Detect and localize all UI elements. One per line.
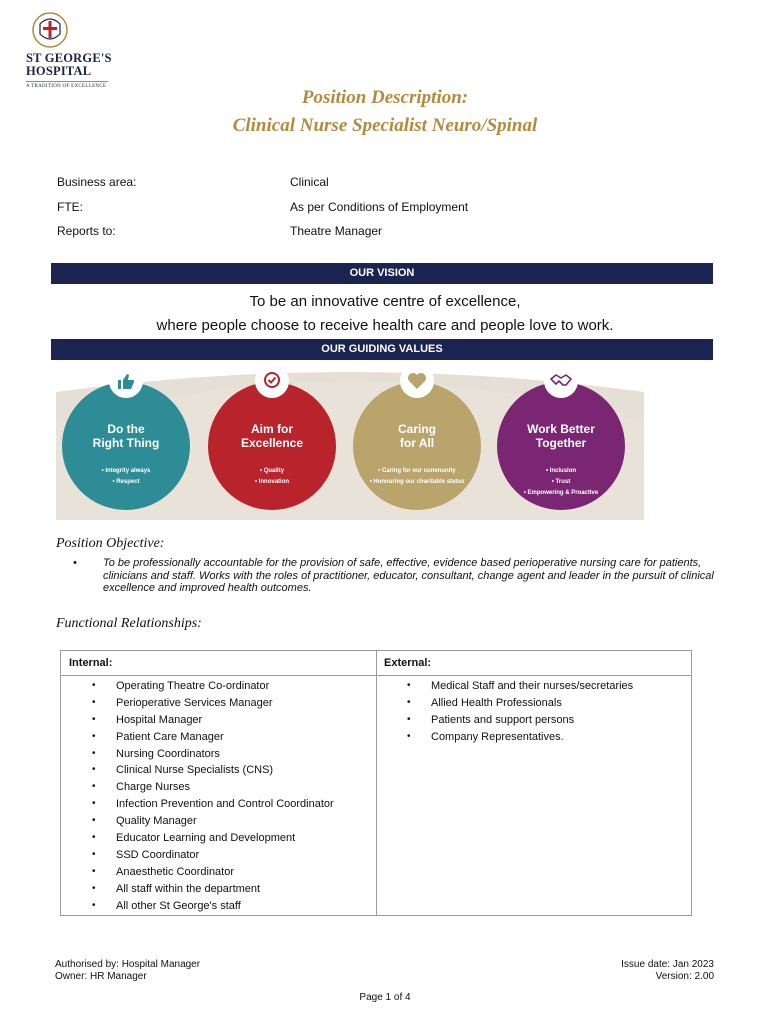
award-badge-icon: [260, 369, 284, 393]
detail-row-fte: [57, 200, 469, 214]
list-item-text: Medical Staff and their nurses/secretaries: [431, 680, 634, 692]
vision-line1: To be an innovative centre of excellence,: [249, 293, 521, 310]
value-title: [497, 422, 625, 450]
value-point: • Caring for our community: [378, 468, 456, 474]
document-title: Position Description:: [301, 87, 469, 108]
heart-icon: [405, 369, 429, 393]
bullet: •: [92, 713, 96, 725]
bullet: •: [92, 680, 96, 691]
objective-heading: Position Objective:: [56, 536, 165, 551]
value-title-line2: for All: [399, 436, 435, 450]
list-item-text: Allied Health Professionals: [431, 696, 562, 709]
bullet: •: [73, 557, 77, 569]
value-title-line2: Together: [535, 436, 587, 450]
bullet: •: [92, 899, 96, 911]
value-point: • Honouring our charitable status: [369, 479, 465, 485]
value-icon-disc: [400, 364, 434, 398]
value-point: • Empowering & Proactive: [523, 490, 599, 496]
list-item-text: SSD Coordinator: [116, 848, 200, 861]
list-item: [407, 695, 633, 712]
value-points: [497, 466, 625, 499]
list-item: [92, 729, 334, 746]
value-points: [353, 466, 481, 488]
detail-row-business-area: [57, 175, 329, 189]
value-title-line1: Do the: [107, 422, 145, 436]
list-item-text: Hospital Manager: [116, 713, 203, 726]
values-heading: OUR GUIDING VALUES: [51, 339, 713, 360]
table-divider: [376, 651, 377, 915]
list-item: [92, 779, 334, 796]
logo-divider: [26, 81, 108, 82]
list-item-text: Patient Care Manager: [116, 730, 224, 743]
list-item: [92, 864, 334, 881]
value-title-line2: Excellence: [240, 436, 304, 450]
list-item-text: Nursing Coordinators: [116, 747, 220, 760]
relationships-heading: Functional Relationships:: [56, 616, 202, 631]
value-title-line2: Right Thing: [92, 436, 160, 450]
value-point: • Innovation: [254, 479, 290, 485]
value-title: [62, 422, 190, 450]
bullet: •: [407, 713, 411, 725]
authorised-by: Authorised by: Hospital Manager: [55, 959, 201, 970]
logo-name-line2: HOSPITAL: [26, 64, 92, 78]
value-title-line1: Caring: [397, 422, 436, 436]
bullet: •: [407, 696, 411, 708]
position-title: Clinical Nurse Specialist Neuro/Spinal: [232, 115, 538, 136]
bullet: •: [92, 798, 96, 810]
logo-name: [26, 52, 112, 78]
bullet: •: [407, 680, 411, 691]
value-points: [62, 466, 190, 488]
value-do-the-right-thing: [62, 382, 190, 510]
issue-date: Issue date: Jan 2023: [621, 959, 714, 970]
detail-label: Business area:: [57, 175, 137, 189]
list-item-text: Patients and support persons: [431, 713, 575, 726]
handshake-icon: [549, 369, 573, 393]
list-item: [407, 678, 633, 695]
value-point: • Quality: [259, 468, 285, 474]
value-point: • Inclusion: [545, 468, 577, 474]
vision-line2: where people choose to receive health care and people love to work.: [156, 317, 614, 334]
value-point: • Integrity always: [101, 468, 151, 474]
external-list: [407, 678, 633, 746]
detail-row-reports-to: [57, 224, 383, 238]
bullet: •: [407, 730, 411, 742]
bullet: •: [92, 882, 96, 894]
list-item: [92, 898, 334, 915]
footer-left: [55, 959, 200, 983]
detail-label: Reports to:: [57, 224, 116, 238]
internal-list: [92, 678, 334, 914]
list-item: [92, 712, 334, 729]
hospital-logo: [26, 10, 136, 90]
list-item: [92, 695, 334, 712]
list-item-text: Perioperative Services Manager: [116, 696, 273, 709]
detail-value: Theatre Manager: [290, 224, 383, 238]
list-item-text: Anaesthetic Coordinator: [116, 865, 235, 878]
bullet: •: [92, 865, 96, 877]
list-item-text: All staff within the department: [116, 882, 261, 895]
bullet: •: [92, 848, 96, 860]
vision-heading: OUR VISION: [51, 263, 713, 284]
value-point: • Respect: [112, 479, 140, 485]
detail-label: FTE:: [57, 200, 83, 214]
value-icon-disc: [255, 364, 289, 398]
list-item-text: Clinical Nurse Specialists (CNS): [116, 764, 274, 777]
list-item: [407, 712, 633, 729]
value-icon-disc: [109, 364, 143, 398]
logo-name-line1: ST GEORGE'S: [26, 51, 112, 65]
detail-value: Clinical: [290, 175, 329, 189]
list-item: [92, 881, 334, 898]
detail-value: As per Conditions of Employment: [290, 200, 469, 214]
version: Version: 2.00: [655, 971, 714, 982]
owner: Owner: HR Manager: [55, 971, 147, 982]
bullet: •: [92, 781, 96, 793]
bullet: •: [92, 747, 96, 759]
bullet: •: [92, 730, 96, 742]
list-item: [92, 796, 334, 813]
thumbs-up-icon: [114, 369, 138, 393]
list-item: [407, 729, 633, 746]
list-item-text: Quality Manager: [116, 815, 197, 828]
bullet: •: [92, 696, 96, 708]
list-item: [92, 813, 334, 830]
bullet: •: [92, 764, 96, 776]
value-title-line1: Work Better: [527, 422, 595, 436]
values-graphic: [56, 362, 644, 520]
table-divider: [61, 675, 691, 676]
internal-heading: Internal:: [69, 657, 113, 669]
list-item-text: Charge Nurses: [116, 781, 190, 794]
list-item: [92, 847, 334, 864]
page-number: Page 1 of 4: [359, 992, 411, 1003]
list-item-text: Infection Prevention and Control Coordinator: [116, 798, 334, 811]
list-item: [92, 762, 334, 779]
list-item-text: Operating Theatre Co-ordinator: [116, 680, 270, 692]
value-title-line1: Aim for: [251, 422, 293, 436]
list-item: [92, 830, 334, 847]
list-item-text: Educator Learning and Development: [116, 832, 296, 845]
list-item: [92, 746, 334, 763]
footer-right: [621, 959, 714, 983]
objective-text: To be professionally accountable for the provision of safe, effective, evidence based perioperative nursing care for patients, clinicians and staff. Works with the roles of practitioner, educator, consultant, change agent and leader in the pursuit of clinical excellence and improved health outcomes.: [103, 557, 714, 594]
external-heading: External:: [384, 657, 432, 669]
crest-icon: [30, 10, 70, 50]
value-caring-for-all: [353, 382, 481, 510]
value-title: [353, 422, 481, 450]
bullet: •: [92, 815, 96, 827]
list-item-text: Company Representatives.: [431, 730, 564, 743]
list-item-text: All other St George's staff: [116, 899, 241, 912]
value-icon-disc: [544, 364, 578, 398]
value-work-better-together: [497, 382, 625, 510]
value-point: • Trust: [551, 479, 571, 485]
logo-tagline: A TRADITION OF EXCELLENCE: [26, 84, 107, 89]
value-points: [208, 466, 336, 488]
relationships-table: [60, 650, 692, 916]
value-title: [208, 422, 336, 450]
bullet: •: [92, 832, 96, 844]
list-item: [92, 678, 334, 695]
value-aim-for-excellence: [208, 382, 336, 510]
